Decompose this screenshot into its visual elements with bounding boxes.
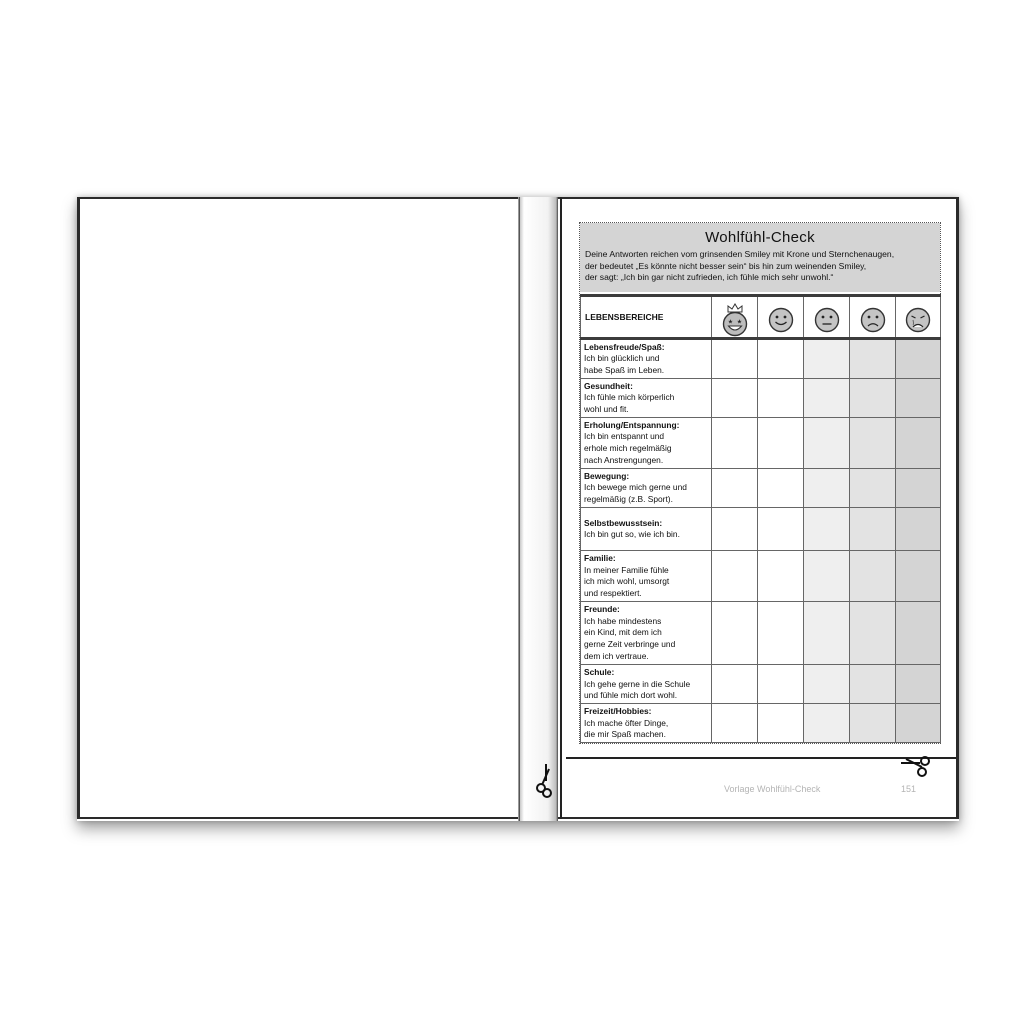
row-text: Ich bin gut so, wie ich bin. [584,529,680,540]
row-text: und respektiert. [584,587,642,598]
vertical-cut-line [560,197,562,819]
row-label [581,601,712,664]
rating-cell[interactable] [758,550,804,601]
row-text: nach Anstrengungen. [584,454,664,465]
rating-cell[interactable] [712,417,758,468]
wellbeing-worksheet [579,222,941,744]
rating-cell[interactable] [804,550,850,601]
table-row [581,507,941,550]
row-text: dem ich vertraue. [584,650,649,661]
rating-cell[interactable] [850,703,896,742]
smiley-crown-star-eyes-icon [720,303,750,337]
row-text: Ich gehe gerne in die Schule [584,678,691,689]
row-heading: Lebensfreude/Spaß: [584,341,665,352]
row-heading: Erholung/Entspannung: [584,419,680,430]
row-heading: Gesundheit: [584,380,633,391]
row-text: Ich fühle mich körperlich [584,392,675,403]
rating-cell[interactable] [850,468,896,507]
row-heading: Familie: [584,552,616,563]
rating-cell[interactable] [850,507,896,550]
row-label [581,468,712,507]
table-row [581,550,941,601]
smiley-happy-icon [766,305,796,335]
smiley-sad-icon [858,305,888,335]
table-row [581,468,941,507]
spine-edge [519,197,520,821]
rating-cell[interactable] [896,338,941,378]
column-header-smiley-4 [850,295,896,338]
rating-cell[interactable] [712,338,758,378]
rating-cell[interactable] [804,468,850,507]
rating-cell[interactable] [712,378,758,417]
row-text: Ich mache öfter Dinge, [584,717,669,728]
worksheet-intro [585,249,935,284]
table-row [581,417,941,468]
rating-cell[interactable] [896,601,941,664]
table-row [581,378,941,417]
intro-line: der bedeutet „Es könnte nicht besser sein“ bis hin zum weinenden Smiley, [585,260,867,271]
table-row [581,601,941,664]
row-heading: Freunde: [584,603,620,614]
row-label [581,550,712,601]
worksheet-header [580,223,940,294]
rating-cell[interactable] [804,378,850,417]
row-heading: Schule: [584,666,615,677]
rating-cell[interactable] [758,468,804,507]
table-row [581,703,941,742]
row-heading: Bewegung: [584,470,630,481]
rating-cell[interactable] [758,417,804,468]
row-text: In meiner Familie fühle [584,564,669,575]
rating-table [580,294,941,744]
row-text: ich mich wohl, umsorgt [584,576,670,587]
table-row [581,338,941,378]
row-label [581,378,712,417]
rating-cell[interactable] [804,338,850,378]
row-heading: Freizeit/Hobbies: [584,705,652,716]
smiley-neutral-icon [812,305,842,335]
row-label [581,417,712,468]
column-header-smiley-1 [712,295,758,338]
row-label [581,338,712,378]
row-text: erhole mich regelmäßig [584,443,672,454]
rating-cell[interactable] [712,703,758,742]
rating-cell[interactable] [896,417,941,468]
rating-cell[interactable] [758,703,804,742]
row-text: Ich habe mindestens [584,615,662,626]
rating-cell[interactable] [758,507,804,550]
horizontal-cut-line [566,757,956,759]
intro-line: der sagt: „Ich bin gar nicht zufrieden, ich fühle mich sehr unwohl.“ [585,272,834,282]
rating-cell[interactable] [712,601,758,664]
rating-cell[interactable] [896,703,941,742]
rating-cell[interactable] [896,507,941,550]
rating-cell[interactable] [758,664,804,703]
rating-cell[interactable] [850,550,896,601]
scissors-icon [900,755,934,781]
book-spine [518,197,558,821]
footer-caption: Vorlage Wohlfühl-Check [724,784,821,794]
page-number: 151 [901,784,917,794]
rating-cell[interactable] [896,664,941,703]
column-header-lebensbereiche: LEBENSBEREICHE [581,295,712,338]
row-heading: Selbstbewusstsein: [584,517,663,528]
worksheet-title: Wohlfühl-Check [705,229,815,246]
row-text: regelmäßig (z.B. Sport). [584,494,673,505]
row-text: und fühle mich dort wohl. [584,690,678,701]
rating-cell[interactable] [804,601,850,664]
rating-cell[interactable] [804,703,850,742]
table-row [581,664,941,703]
rating-cell[interactable] [804,507,850,550]
rating-cell[interactable] [712,468,758,507]
rating-cell[interactable] [850,417,896,468]
smiley-crying-icon [903,305,933,335]
row-label [581,664,712,703]
rating-cell[interactable] [896,378,941,417]
left-page-blank [77,197,518,819]
intro-line: Deine Antworten reichen vom grinsenden Smiley mit Krone und Sternchenaugen, [585,249,895,259]
rating-cell[interactable] [804,417,850,468]
rating-cell[interactable] [758,601,804,664]
row-text: habe Spaß im Leben. [584,364,665,375]
rating-cell[interactable] [804,664,850,703]
rating-cell[interactable] [850,601,896,664]
table-header-row [581,295,941,338]
column-header-smiley-2 [758,295,804,338]
rating-cell[interactable] [712,507,758,550]
rating-cell[interactable] [758,378,804,417]
rating-cell[interactable] [896,550,941,601]
open-book [77,197,959,821]
rating-cell[interactable] [850,664,896,703]
column-header-smiley-5 [896,295,941,338]
svg-text:★: ★ [736,318,742,325]
row-text: Ich bin glücklich und [584,353,660,364]
rating-cell[interactable] [712,664,758,703]
rating-cell[interactable] [850,338,896,378]
row-label [581,703,712,742]
rating-cell[interactable] [712,550,758,601]
row-text: wohl und fit. [584,404,629,415]
svg-text:★: ★ [727,318,733,325]
row-text: Ich bewege mich gerne und [584,482,687,493]
rating-cell[interactable] [896,468,941,507]
row-text: ein Kind, mit dem ich [584,627,662,638]
rating-cell[interactable] [758,338,804,378]
scissors-icon [535,763,557,799]
column-header-smiley-3 [804,295,850,338]
row-label [581,507,712,550]
row-text: gerne Zeit verbringe und [584,638,676,649]
rating-cell[interactable] [850,378,896,417]
row-text: Ich bin entspannt und [584,431,665,442]
row-text: die mir Spaß machen. [584,729,666,740]
